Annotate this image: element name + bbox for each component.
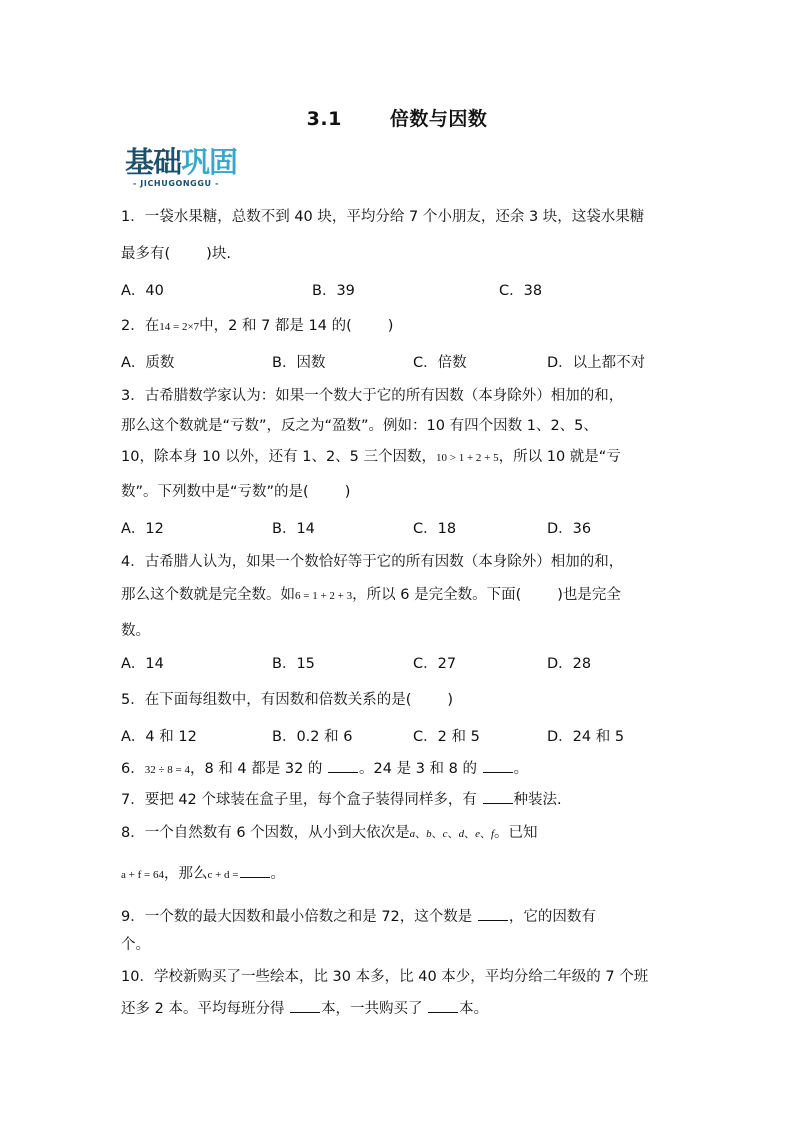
question-4-line-3: 数。 [121, 623, 150, 639]
question-4-option-c: C．27 [413, 656, 457, 672]
question-1-line-1: 1．一袋水果糖，总数不到 40 块，平均分给 7 个小朋友，还余 3 块，这袋水果糖 [121, 209, 645, 225]
answer-blank [328, 758, 358, 773]
answer-blank [483, 758, 513, 773]
question-4-option-b: B．15 [272, 656, 315, 672]
banner-title: 基础巩固 [125, 145, 238, 179]
question-9-line-2: 个。 [121, 937, 150, 953]
answer-blank [478, 906, 508, 921]
answer-blank [483, 789, 513, 804]
question-2-math: 14 = 2×7 [159, 321, 200, 333]
question-5-option-d: D．24 和 5 [547, 729, 625, 745]
question-10-line-1: 10．学校新购买了一些绘本，比 30 本多，比 40 本少，平均分给二年级的 7 个班 [121, 969, 649, 985]
question-1-line-2: 最多有( )块. [121, 246, 231, 262]
question-4-option-a: A．14 [121, 656, 164, 672]
question-8-math: a + f = 64 [121, 869, 164, 881]
question-9-line-1: 9．一个数的最大因数和最小倍数之和是 72，这个数是 ，它的因数有 [121, 906, 596, 927]
question-2-option-a: A．质数 [121, 355, 175, 371]
question-3-line-1: 3．古希腊数学家认为：如果一个数大于它的所有因数（本身除外）相加的和， [121, 388, 624, 404]
question-8-line-1: 8．一个自然数有 6 个因数，从小到大依次是a、b、c、d、e、f。已知 [121, 825, 538, 841]
answer-blank [428, 998, 458, 1013]
question-7-line: 7．要把 42 个球装在盒子里，每个盒子装得同样多，有 种装法. [121, 789, 562, 810]
answer-blank [290, 998, 320, 1013]
section-banner-logo [125, 146, 265, 192]
question-4-math: 6 = 1 + 2 + 3 [295, 590, 353, 602]
question-1-option-b: B．39 [312, 283, 355, 299]
question-2-line: 2．在14 = 2×7中，2 和 7 都是 14 的( ) [121, 318, 394, 334]
question-4-line-2: 那么这个数就是完全数。如6 = 1 + 2 + 3，所以 6 是完全数。下面( )也是完全 [121, 587, 621, 603]
question-5-option-a: A．4 和 12 [121, 729, 197, 745]
question-3-line-4: 数”。下列数中是“亏数”的是( ) [121, 484, 351, 500]
page-title [0, 104, 794, 131]
question-6-line: 6．32 ÷ 8 = 4，8 和 4 都是 32 的 。24 是 3 和 8 的 。 [121, 758, 528, 780]
question-3-option-d: D．36 [547, 521, 592, 537]
answer-blank [240, 863, 270, 878]
question-5-option-c: C．2 和 5 [413, 729, 480, 745]
question-3-line-3: 10，除本身 10 以外，还有 1、2、5 三个因数，10 > 1 + 2 + 5，所以 10 就是“亏 [121, 449, 621, 465]
question-3-option-a: A．12 [121, 521, 164, 537]
question-4-line-1: 4．古希腊人认为，如果一个数恰好等于它的所有因数（本身除外）相加的和， [121, 554, 624, 570]
question-2-option-c: C．倍数 [413, 355, 467, 371]
question-5-line: 5．在下面每组数中，有因数和倍数关系的是( ) [121, 692, 454, 708]
question-5-option-b: B．0.2 和 6 [272, 729, 353, 745]
question-8-line-2: a + f = 64，那么c + d = 。 [121, 863, 285, 885]
question-8-math-2: c + d = [207, 869, 239, 881]
question-4-option-d: D．28 [547, 656, 592, 672]
question-2-option-d: D．以上都不对 [547, 355, 646, 371]
question-3-option-c: C．18 [413, 521, 457, 537]
question-6-math: 32 ÷ 8 = 4 [144, 764, 190, 776]
question-3-math: 10 > 1 + 2 + 5 [436, 452, 499, 464]
banner-subtitle: - JICHUGONGGU - [133, 179, 219, 188]
section-title: 倍数与因数 [389, 108, 488, 130]
question-3-line-2: 那么这个数就是“亏数”，反之为“盈数”。例如：10 有四个因数 1、2、5、 [121, 418, 598, 434]
section-number: 3.1 [306, 108, 342, 130]
question-1-option-a: A．40 [121, 283, 164, 299]
question-3-option-b: B．14 [272, 521, 315, 537]
question-2-option-b: B．因数 [272, 355, 326, 371]
question-1-option-c: C．38 [499, 283, 543, 299]
question-10-line-2: 还多 2 本。平均每班分得 本，一共购买了 本。 [121, 998, 488, 1019]
